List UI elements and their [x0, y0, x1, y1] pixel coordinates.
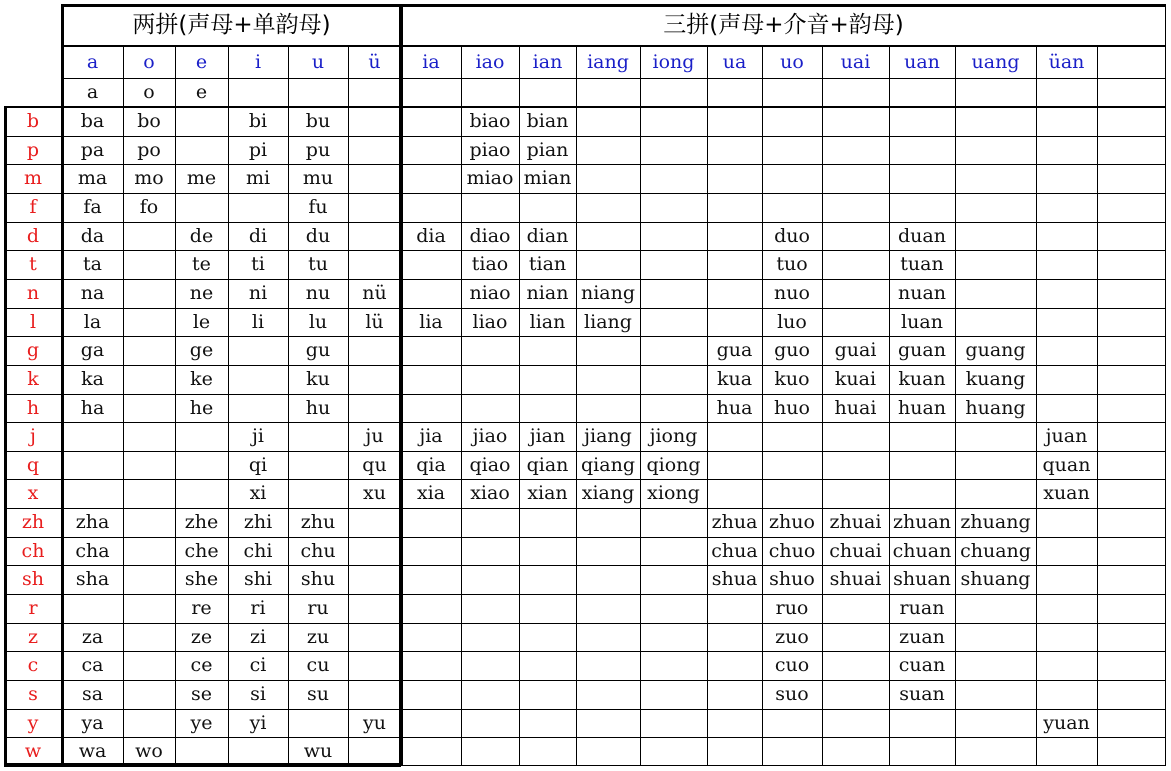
- syllable-cell: shu: [300, 568, 336, 590]
- initial-label: c: [27, 654, 39, 676]
- syllable-cell: di: [248, 224, 268, 247]
- syllable-cell: gu: [305, 339, 331, 361]
- grid-line: [4, 594, 1166, 595]
- syllable-cell: ta: [83, 253, 102, 275]
- grid-line: [519, 46, 520, 766]
- grid-line: [576, 46, 577, 766]
- syllable-cell: nu: [305, 282, 331, 304]
- grid-line: [4, 737, 1166, 738]
- grid-line: [4, 508, 1166, 509]
- syllable-cell: yu: [363, 711, 386, 734]
- syllable-cell: qian: [526, 453, 569, 476]
- grid-line: [707, 46, 708, 766]
- syllable-cell: pian: [526, 138, 569, 161]
- syllable-cell: chua: [711, 539, 758, 562]
- syllable-cell: chu: [300, 539, 336, 562]
- syllable-cell: ge: [189, 339, 214, 361]
- syllable-cell: nuan: [897, 282, 947, 304]
- syllable-cell: wo: [135, 740, 163, 762]
- syllable-cell: cuo: [774, 654, 810, 676]
- syllable-cell: pi: [248, 138, 268, 161]
- syllable-cell: zhi: [243, 511, 273, 533]
- syllable-cell: zhuan: [892, 511, 952, 533]
- syllable-cell: fa: [83, 196, 102, 218]
- syllable-cell: lu: [308, 310, 328, 333]
- syllable-cell: shuan: [893, 568, 951, 590]
- grid-line: [4, 308, 1166, 309]
- initial-label: n: [26, 282, 40, 304]
- syllable-cell: shuang: [960, 568, 1031, 590]
- syllable-cell: quan: [1042, 453, 1091, 476]
- syllable-cell: mian: [523, 167, 572, 189]
- final-header: iang: [587, 50, 629, 73]
- syllable-cell: kuang: [965, 368, 1026, 390]
- syllable-cell: huan: [897, 396, 947, 419]
- grid-line: [4, 222, 1166, 223]
- syllable-cell: pu: [305, 138, 331, 161]
- syllable-cell: lü: [365, 310, 384, 333]
- final-header: e: [195, 50, 208, 73]
- syllable-cell: zuo: [775, 625, 809, 648]
- syllable-cell: la: [83, 310, 102, 333]
- syllable-cell: guo: [774, 339, 810, 361]
- syllable-cell: sa: [81, 683, 104, 705]
- syllable-cell: ruo: [775, 597, 809, 619]
- syllable-cell: me: [186, 167, 217, 189]
- standalone-final: e: [195, 81, 208, 103]
- syllable-cell: re: [191, 597, 212, 619]
- grid-line: [4, 136, 1166, 137]
- grid-line: [4, 537, 1166, 538]
- syllable-cell: jia: [419, 425, 443, 447]
- initial-label: sh: [22, 568, 44, 590]
- syllable-cell: huai: [834, 396, 877, 419]
- syllable-cell: qiao: [469, 453, 511, 476]
- syllable-cell: shua: [711, 568, 758, 590]
- syllable-cell: hu: [305, 396, 331, 419]
- final-header: u: [311, 50, 325, 73]
- syllable-cell: guai: [834, 339, 877, 361]
- final-header: ian: [532, 50, 563, 73]
- initial-label: b: [26, 110, 40, 132]
- final-header: üan: [1048, 50, 1085, 73]
- syllable-cell: ke: [190, 368, 213, 390]
- syllable-cell: liao: [472, 310, 508, 333]
- grid-line: [288, 46, 289, 766]
- syllable-cell: sha: [75, 568, 110, 590]
- syllable-cell: fo: [139, 196, 159, 218]
- syllable-cell: ji: [252, 425, 264, 447]
- syllable-cell: piao: [469, 138, 511, 161]
- syllable-cell: ba: [80, 110, 105, 132]
- grid-line: [4, 250, 1166, 251]
- syllable-cell: mo: [134, 167, 164, 189]
- syllable-cell: zhua: [711, 511, 758, 533]
- syllable-cell: luo: [777, 310, 807, 333]
- syllable-cell: ga: [80, 339, 105, 361]
- syllable-cell: tuo: [776, 253, 808, 275]
- syllable-cell: zhuo: [769, 511, 815, 533]
- syllable-cell: he: [189, 396, 214, 419]
- syllable-cell: xiong: [647, 482, 700, 504]
- final-header: uang: [971, 50, 1020, 73]
- syllable-cell: tuan: [900, 253, 944, 275]
- syllable-cell: guan: [898, 339, 946, 361]
- syllable-cell: na: [80, 282, 105, 304]
- final-header: iao: [475, 50, 505, 73]
- final-header: uai: [840, 50, 871, 73]
- syllable-cell: bian: [526, 110, 569, 132]
- initial-label: x: [27, 482, 39, 504]
- syllable-cell: xian: [527, 482, 568, 504]
- syllable-cell: jian: [529, 425, 566, 447]
- syllable-cell: zha: [75, 511, 110, 533]
- syllable-cell: fu: [308, 196, 328, 218]
- syllable-cell: cu: [306, 654, 330, 676]
- syllable-cell: ruan: [899, 597, 945, 619]
- final-header: uan: [904, 50, 940, 73]
- syllable-cell: niao: [469, 282, 511, 304]
- syllable-cell: ze: [190, 625, 213, 648]
- syllable-cell: bi: [248, 110, 268, 132]
- syllable-cell: ha: [80, 396, 105, 419]
- syllable-cell: zuan: [899, 625, 945, 648]
- grid-line: [4, 565, 1166, 566]
- syllable-cell: guang: [965, 339, 1026, 361]
- initial-label: p: [26, 138, 40, 161]
- syllable-cell: ne: [189, 282, 214, 304]
- grid-line: [640, 46, 641, 766]
- standalone-final: o: [143, 81, 155, 103]
- syllable-cell: duan: [898, 224, 946, 247]
- syllable-cell: de: [189, 224, 214, 247]
- syllable-cell: chuo: [768, 539, 816, 562]
- syllable-cell: du: [305, 224, 331, 247]
- syllable-cell: qi: [248, 453, 268, 476]
- initial-label: t: [29, 253, 37, 275]
- syllable-cell: lian: [529, 310, 566, 333]
- initial-label: ch: [21, 539, 45, 562]
- syllable-cell: xu: [363, 482, 386, 504]
- syllable-cell: pa: [80, 138, 105, 161]
- grid-line: [461, 46, 462, 766]
- grid-line: [4, 451, 1166, 452]
- grid-line: [348, 46, 349, 766]
- syllable-cell: ku: [306, 368, 330, 390]
- syllable-cell: mi: [245, 167, 271, 189]
- grid-line: [4, 479, 1166, 480]
- initials-divider: [61, 4, 64, 766]
- standalone-final: a: [86, 81, 99, 103]
- initial-label: q: [26, 453, 40, 476]
- grid-line: [762, 46, 763, 766]
- syllable-cell: jiong: [649, 425, 698, 447]
- syllable-cell: chuan: [892, 539, 952, 562]
- grid-line: [889, 46, 890, 766]
- final-header: ü: [368, 50, 381, 73]
- syllable-cell: gua: [716, 339, 753, 361]
- syllable-cell: zhuang: [960, 511, 1031, 533]
- grid-line: [1036, 46, 1037, 766]
- table-right-border: [1165, 4, 1166, 766]
- syllable-cell: bo: [137, 110, 161, 132]
- initial-label: h: [26, 396, 40, 419]
- grid-line: [4, 164, 1166, 165]
- final-header: uo: [780, 50, 804, 73]
- initial-label: j: [30, 425, 36, 447]
- initial-label: g: [26, 339, 40, 361]
- syllable-cell: chuai: [829, 539, 882, 562]
- initial-label: y: [27, 711, 39, 734]
- grid-line: [4, 709, 1166, 710]
- syllable-cell: su: [307, 683, 329, 705]
- three-spell-title: 三拼(声母+介音+韵母): [663, 11, 904, 38]
- syllable-cell: ye: [190, 711, 213, 734]
- syllable-cell: ru: [307, 597, 329, 619]
- syllable-cell: kua: [716, 368, 753, 390]
- grid-line: [4, 336, 1166, 337]
- grid-line: [955, 46, 956, 766]
- syllable-cell: wu: [303, 740, 333, 762]
- grid-line: [4, 365, 1166, 366]
- syllable-cell: duo: [774, 224, 810, 247]
- grid-line: [4, 623, 1166, 624]
- initial-label: s: [28, 683, 38, 705]
- syllable-cell: si: [250, 683, 266, 705]
- syllable-cell: tu: [308, 253, 328, 275]
- syllable-cell: ma: [77, 167, 108, 189]
- final-header: a: [86, 50, 99, 73]
- syllable-cell: miao: [466, 167, 514, 189]
- syllable-cell: biao: [469, 110, 511, 132]
- syllable-cell: liang: [584, 310, 632, 333]
- initial-label: d: [26, 224, 40, 247]
- initial-label: f: [29, 196, 37, 218]
- grid-line: [123, 46, 124, 766]
- syllable-cell: da: [80, 224, 105, 247]
- syllable-cell: suan: [899, 683, 945, 705]
- syllable-cell: xia: [416, 482, 446, 504]
- final-header: ia: [422, 50, 440, 73]
- syllable-cell: zu: [306, 625, 330, 648]
- grid-line: [228, 46, 229, 766]
- grid-line: [4, 680, 1166, 681]
- syllable-cell: zhe: [184, 511, 219, 533]
- syllable-cell: bu: [305, 110, 331, 132]
- syllable-cell: juan: [1045, 425, 1088, 447]
- syllable-cell: diao: [469, 224, 511, 247]
- body-top-border: [4, 106, 1166, 108]
- syllable-cell: jiao: [472, 425, 508, 447]
- grid-line: [4, 651, 1166, 652]
- syllable-cell: te: [192, 253, 211, 275]
- syllable-cell: kuo: [774, 368, 810, 390]
- syllable-cell: dia: [416, 224, 446, 247]
- syllable-cell: ci: [249, 654, 267, 676]
- syllable-cell: zhu: [300, 511, 336, 533]
- syllable-cell: lia: [419, 310, 443, 333]
- syllable-cell: luan: [901, 310, 943, 333]
- syllable-cell: ca: [81, 654, 104, 676]
- grid-line: [1097, 46, 1098, 766]
- grid-line: [4, 279, 1166, 280]
- grid-line: [822, 46, 823, 766]
- initial-label: w: [24, 740, 42, 762]
- initial-label: zh: [21, 511, 45, 533]
- syllable-cell: qiang: [581, 453, 635, 476]
- initial-label: z: [27, 625, 38, 648]
- syllable-cell: hua: [716, 396, 753, 419]
- syllable-cell: nuo: [774, 282, 810, 304]
- syllable-cell: le: [192, 310, 211, 333]
- grid-line: [401, 765, 1166, 766]
- syllable-cell: ya: [81, 711, 104, 734]
- final-header: ua: [722, 50, 747, 73]
- syllable-cell: qia: [416, 453, 446, 476]
- syllable-cell: jiang: [584, 425, 632, 447]
- syllable-cell: tiao: [471, 253, 509, 275]
- syllable-cell: che: [184, 539, 219, 562]
- syllable-cell: nü: [362, 282, 387, 304]
- section-divider: [399, 4, 403, 766]
- syllable-cell: xuan: [1043, 482, 1090, 504]
- syllable-cell: chuang: [960, 539, 1031, 562]
- syllable-cell: zhuai: [829, 511, 882, 533]
- syllable-cell: nian: [526, 282, 569, 304]
- grid-line: [175, 46, 176, 766]
- syllable-cell: dian: [526, 224, 569, 247]
- syllable-cell: qiong: [646, 453, 701, 476]
- initial-label: k: [27, 368, 39, 390]
- syllable-cell: suo: [775, 683, 809, 705]
- syllable-cell: shuo: [769, 568, 815, 590]
- syllable-cell: huo: [774, 396, 810, 419]
- syllable-cell: li: [251, 310, 265, 333]
- syllable-cell: xiao: [470, 482, 510, 504]
- initial-label: l: [29, 310, 37, 333]
- syllable-cell: ti: [251, 253, 265, 275]
- syllable-cell: cha: [75, 539, 110, 562]
- initial-label: m: [23, 167, 43, 189]
- initial-label: r: [28, 597, 38, 619]
- syllable-cell: ka: [81, 368, 104, 390]
- two-spell-title: 两拼(声母+单韵母): [132, 11, 331, 38]
- syllable-cell: ni: [248, 282, 268, 304]
- syllable-cell: kuai: [834, 368, 877, 390]
- grid-line: [4, 394, 1166, 395]
- final-header: i: [254, 50, 262, 73]
- syllable-cell: she: [184, 568, 219, 590]
- syllable-cell: wa: [78, 740, 107, 762]
- syllable-cell: cuan: [898, 654, 946, 676]
- syllable-cell: po: [137, 138, 161, 161]
- final-header: o: [143, 50, 155, 73]
- syllable-cell: yuan: [1043, 711, 1090, 734]
- grid-line: [4, 193, 1166, 194]
- syllable-cell: niang: [580, 282, 636, 304]
- syllable-cell: kuan: [898, 368, 946, 390]
- syllable-cell: ce: [190, 654, 213, 676]
- syllable-cell: mu: [302, 167, 334, 189]
- syllable-cell: shuai: [829, 568, 882, 590]
- table-top-border: [62, 4, 1166, 7]
- syllable-cell: xi: [249, 482, 267, 504]
- syllable-cell: yi: [249, 711, 267, 734]
- table-left-border: [4, 106, 7, 766]
- syllable-cell: tian: [528, 253, 567, 275]
- syllable-cell: se: [191, 683, 212, 705]
- syllable-cell: xiang: [581, 482, 635, 504]
- syllable-cell: ri: [250, 597, 266, 619]
- syllable-cell: huang: [965, 396, 1026, 419]
- final-header: iong: [652, 50, 695, 73]
- syllable-cell: shi: [243, 568, 273, 590]
- syllable-cell: zi: [249, 625, 267, 648]
- syllable-cell: chi: [243, 539, 273, 562]
- syllable-cell: qu: [362, 453, 387, 476]
- syllable-cell: ju: [365, 425, 384, 447]
- syllable-cell: za: [81, 625, 104, 648]
- grid-line: [4, 422, 1166, 423]
